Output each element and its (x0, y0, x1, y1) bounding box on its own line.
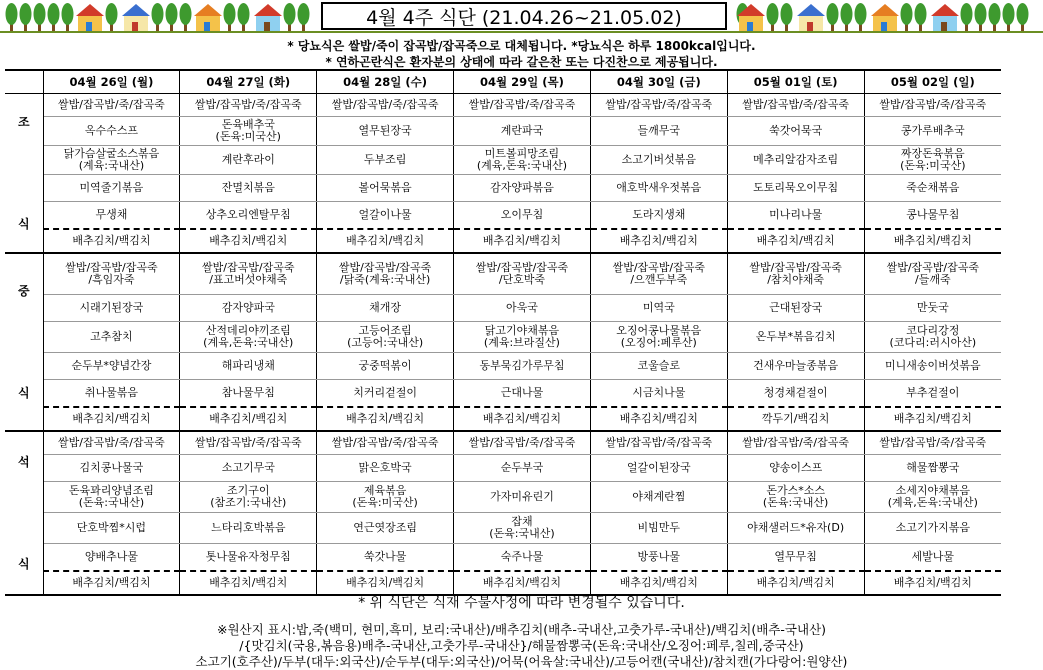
dish-text: 오징어콩나물볶음 (오징어:페루산) (616, 324, 702, 349)
staple-text: 쌀밥/잡곡밥/죽/잡곡죽 (331, 98, 439, 111)
menu-cell (317, 455, 454, 482)
dish-text: 도라지생채 (632, 208, 686, 221)
menu-cell (317, 117, 454, 146)
menu-cell (43, 175, 180, 202)
dish-text: 만둣국 (916, 301, 949, 314)
kimchi-text: 배추김치/백김치 (209, 234, 288, 247)
menu-cell (43, 229, 180, 253)
kimchi-text: 배추김치/백김치 (209, 412, 288, 425)
kimchi-text: 배추김치/백김치 (346, 412, 425, 425)
dish-text: 산적데리야끼조림 (계육,돈육:국내산) (203, 324, 294, 349)
header-banner (0, 0, 1043, 36)
dish-text: 방풍나물 (637, 550, 681, 563)
menu-row (5, 202, 1001, 230)
staple-text: 쌀밥/잡곡밥/죽/잡곡죽 (194, 436, 302, 449)
dish-text: 연근엿장조림 (353, 521, 417, 534)
dish-text: 열무된장국 (358, 124, 412, 137)
menu-cell (43, 117, 180, 146)
menu-cell (454, 295, 591, 322)
menu-cell (727, 175, 864, 202)
menu-cell (180, 253, 317, 295)
staple-text: 쌀밥/잡곡밥/잡곡죽 /닭죽(계육:국내산) (338, 261, 432, 286)
kimchi-text: 배추김치/백김치 (209, 576, 288, 589)
dish-text: 고추참치 (90, 330, 133, 343)
day-header: 04월 26일 (월) (43, 70, 180, 94)
dish-text: 오이무침 (500, 208, 544, 221)
menu-row (5, 431, 1001, 455)
menu-cell (180, 175, 317, 202)
dish-text: 느타리호박볶음 (211, 521, 286, 534)
menu-cell (454, 202, 591, 230)
menu-cell (317, 295, 454, 322)
kimchi-text: 배추김치/백김치 (72, 234, 151, 247)
menu-cell (590, 431, 727, 455)
menu-cell (317, 431, 454, 455)
menu-cell (180, 482, 317, 513)
village-decoration-icon (735, 2, 1039, 32)
meal-label (5, 94, 43, 254)
menu-cell (864, 117, 1001, 146)
menu-cell (317, 146, 454, 175)
staple-text: 쌀밥/잡곡밥/잡곡죽 /들깨죽 (886, 261, 979, 286)
menu-cell (180, 229, 317, 253)
day-header: 05월 02일 (일) (864, 70, 1001, 94)
dish-text: 열무무침 (774, 550, 817, 563)
menu-cell (864, 431, 1001, 455)
kimchi-text: 배추김치/백김치 (482, 234, 561, 247)
menu-cell (864, 253, 1001, 295)
page-title: 4월 4주 식단 (21.04.26~21.05.02) (321, 2, 727, 30)
day-header: 04월 27일 (화) (180, 70, 317, 94)
dish-text: 소세지야채볶음 (계육,돈육:국내산) (887, 484, 978, 509)
dish-text: 돈육배추국 (돈육:미국산) (215, 118, 281, 143)
menu-cell (43, 513, 180, 544)
kimchi-text: 배추김치/백김치 (482, 576, 561, 589)
menu-cell (180, 322, 317, 353)
menu-row (5, 229, 1001, 253)
staple-text: 쌀밥/잡곡밥/죽/잡곡죽 (58, 436, 165, 449)
dish-text: 건새우마늘종볶음 (753, 359, 839, 372)
menu-cell (180, 295, 317, 322)
menu-cell (727, 380, 864, 408)
menu-cell (43, 322, 180, 353)
dish-text: 양배추나물 (84, 550, 138, 563)
dish-text: 콩가루배추국 (900, 124, 965, 137)
menu-cell (727, 353, 864, 380)
menu-cell (590, 94, 727, 117)
dish-text: 양송이스프 (769, 461, 823, 474)
dish-text: 죽순채볶음 (906, 181, 960, 194)
menu-cell (180, 380, 317, 408)
dish-text: 제육볶음 (돈육:미국산) (352, 484, 418, 509)
menu-cell (864, 94, 1001, 117)
menu-cell (454, 353, 591, 380)
origin-line: ※원산지 표시:밥,죽(백미, 현미,흑미, 보리:국내산)/배추김치(배추-국내산,고춧가루-국내산)/백김치(배추-국내산) (216, 622, 827, 637)
menu-cell (43, 253, 180, 295)
dish-text: 취나물볶음 (84, 386, 138, 399)
menu-row (5, 117, 1001, 146)
menu-cell (590, 295, 727, 322)
menu-cell (727, 117, 864, 146)
dish-text: 얼갈이나물 (358, 208, 412, 221)
menu-cell (727, 229, 864, 253)
kimchi-text: 배추김치/백김치 (619, 412, 698, 425)
menu-cell (864, 513, 1001, 544)
dish-text: 비빔만두 (637, 521, 681, 534)
menu-cell (864, 322, 1001, 353)
menu-cell (43, 146, 180, 175)
dish-text: 소고기버섯볶음 (621, 153, 696, 166)
menu-cell (180, 146, 317, 175)
kimchi-text: 배추김치/백김치 (893, 412, 972, 425)
kimchi-text: 배추김치/백김치 (756, 576, 835, 589)
menu-cell (317, 202, 454, 230)
menu-cell (454, 513, 591, 544)
menu-row (5, 295, 1001, 322)
dish-text: 미니새송이버섯볶음 (884, 359, 981, 372)
menu-cell (590, 175, 727, 202)
menu-cell (43, 431, 180, 455)
menu-cell (454, 229, 591, 253)
dish-text: 단호박찜*시럽 (76, 521, 147, 534)
dish-text: 옥수수스프 (84, 124, 138, 137)
dish-text: 치커리겉절이 (353, 386, 417, 399)
menu-cell (43, 482, 180, 513)
menu-cell (180, 544, 317, 572)
menu-cell (590, 117, 727, 146)
menu-cell (454, 253, 591, 295)
staple-text: 쌀밥/잡곡밥/죽/잡곡죽 (605, 98, 713, 111)
dish-text: 참나물무침 (221, 386, 275, 399)
weekly-menu-table (5, 69, 1001, 596)
kimchi-text: 배추김치/백김치 (346, 576, 425, 589)
staple-text: 쌀밥/잡곡밥/잡곡죽 /단호박죽 (475, 261, 569, 286)
dish-text: 맑은호박국 (358, 461, 412, 474)
staple-text: 쌀밥/잡곡밥/죽/잡곡죽 (194, 98, 302, 111)
dish-text: 상추오리엔탈무침 (205, 208, 291, 221)
ground-line (0, 31, 1043, 33)
menu-row (5, 253, 1001, 295)
menu-cell (317, 407, 454, 431)
kimchi-text: 배추김치/백김치 (72, 576, 151, 589)
meal-label-char: 식 (17, 386, 30, 400)
meal-label-char: 조 (17, 115, 30, 129)
menu-cell (317, 482, 454, 513)
dish-text: 청경채겉절이 (763, 386, 828, 399)
dish-text: 동부묵김가루무침 (479, 359, 565, 372)
dish-text: 야채샐러드*유자(D) (747, 521, 845, 534)
dish-text: 코다리강정 (코다리:러시아산) (889, 324, 977, 349)
dish-text: 두부조림 (363, 153, 407, 166)
staple-text: 쌀밥/잡곡밥/잡곡죽 /흑임자죽 (65, 261, 158, 286)
staple-text: 쌀밥/잡곡밥/죽/잡곡죽 (468, 436, 576, 449)
menu-cell (590, 146, 727, 175)
dish-text: 해파리냉채 (221, 359, 275, 372)
menu-cell (454, 322, 591, 353)
day-header: 05월 01일 (토) (727, 70, 864, 94)
menu-row (5, 175, 1001, 202)
meal-label-char: 식 (17, 217, 30, 231)
menu-row (5, 455, 1001, 482)
staple-text: 쌀밥/잡곡밥/죽/잡곡죽 (742, 436, 850, 449)
menu-row (5, 544, 1001, 572)
staple-text: 쌀밥/잡곡밥/죽/잡곡죽 (879, 98, 987, 111)
menu-row (5, 353, 1001, 380)
diabetic-note: * 당뇨식은 쌀밥/죽이 잡곡밥/잡곡죽으로 대체됩니다. *당뇨식은 하루 1800kcal입니다. (287, 39, 756, 53)
menu-row (5, 322, 1001, 353)
meal-label-char: 중 (17, 284, 30, 298)
menu-cell (454, 455, 591, 482)
dish-text: 무생채 (95, 208, 128, 221)
menu-cell (317, 380, 454, 408)
kimchi-text: 배추김치/백김치 (482, 412, 561, 425)
meal-label (5, 253, 43, 431)
dish-text: 들깨무국 (637, 124, 681, 137)
menu-cell (727, 295, 864, 322)
dish-text: 근대된장국 (769, 301, 823, 314)
dish-text: 도토리묵오이무침 (753, 181, 839, 194)
menu-cell (727, 322, 864, 353)
menu-cell (43, 94, 180, 117)
menu-cell (180, 407, 317, 431)
menu-cell (864, 295, 1001, 322)
menu-cell (317, 322, 454, 353)
menu-cell (727, 482, 864, 513)
menu-cell (590, 544, 727, 572)
menu-cell (43, 544, 180, 572)
menu-cell (727, 544, 864, 572)
menu-cell (590, 380, 727, 408)
menu-cell (454, 431, 591, 455)
origin-line: 소고기(호주산)/두부(대두:외국산)/순두부(대두:외국산)/어묵(어육살:국내산)/고등어캔(국내산)/참치캔(가다랑어:원양산) (195, 654, 848, 669)
menu-cell (727, 253, 864, 295)
menu-cell (727, 146, 864, 175)
menu-cell (864, 175, 1001, 202)
menu-cell (43, 407, 180, 431)
menu-cell (454, 380, 591, 408)
menu-cell (864, 482, 1001, 513)
menu-cell (180, 513, 317, 544)
dish-text: 톳나물유자청무침 (205, 550, 291, 563)
menu-cell (43, 353, 180, 380)
menu-cell (180, 202, 317, 230)
menu-row (5, 407, 1001, 431)
dish-text: 계란파국 (500, 124, 544, 137)
menu-cell (317, 353, 454, 380)
menu-row (5, 380, 1001, 408)
menu-cell (727, 455, 864, 482)
menu-cell (727, 431, 864, 455)
kimchi-text: 배추김치/백김치 (619, 234, 698, 247)
menu-cell (727, 94, 864, 117)
menu-cell (43, 202, 180, 230)
dish-text: 김치콩나물국 (79, 461, 144, 474)
menu-cell (454, 94, 591, 117)
menu-cell (590, 253, 727, 295)
dish-text: 짜장돈육볶음 (돈육:미국산) (900, 147, 966, 172)
menu-cell (864, 455, 1001, 482)
dish-text: 미트볼피망조림 (계육,돈육:국내산) (476, 147, 568, 172)
staple-text: 쌀밥/잡곡밥/죽/잡곡죽 (58, 98, 165, 111)
staple-text: 쌀밥/잡곡밥/잡곡죽 /표고버섯야채죽 (202, 261, 295, 286)
menu-cell (864, 353, 1001, 380)
menu-cell (454, 482, 591, 513)
menu-cell (590, 513, 727, 544)
dish-text: 소고기무국 (221, 461, 275, 474)
dish-text: 채개장 (369, 301, 402, 314)
dish-text: 소고기가지볶음 (895, 521, 970, 534)
dish-text: 궁중떡볶이 (358, 359, 412, 372)
kimchi-text: 배추김치/백김치 (72, 412, 151, 425)
dish-text: 온두부*볶음김치 (755, 330, 836, 343)
kimchi-text: 깍두기/백김치 (761, 412, 830, 425)
kimchi-text: 배추김치/백김치 (893, 576, 972, 589)
dish-text: 돈가스*소스 (돈육:국내산) (762, 484, 829, 509)
staple-text: 쌀밥/잡곡밥/잡곡죽 /으깬두부죽 (612, 261, 705, 286)
dish-text: 야채계란찜 (632, 490, 686, 503)
dish-text: 근대나물 (500, 386, 544, 399)
menu-cell (590, 353, 727, 380)
village-decoration-icon (4, 2, 314, 32)
dish-text: 쑥갓어묵국 (769, 124, 823, 137)
menu-cell (454, 544, 591, 572)
dish-text: 메추리알감자조림 (753, 153, 839, 166)
menu-cell (317, 513, 454, 544)
dish-text: 미나리나물 (769, 208, 823, 221)
menu-cell (180, 455, 317, 482)
menu-cell (180, 431, 317, 455)
menu-cell (864, 229, 1001, 253)
dish-text: 쑥갓나물 (363, 550, 407, 563)
meal-label-char: 식 (17, 557, 30, 571)
dish-text: 감자양파볶음 (490, 181, 554, 194)
menu-row (5, 482, 1001, 513)
dish-text: 고등어조림 (고등어:국내산) (347, 324, 424, 349)
menu-cell (180, 353, 317, 380)
menu-cell (454, 407, 591, 431)
menu-cell (727, 513, 864, 544)
menu-row (5, 513, 1001, 544)
day-header: 04월 30일 (금) (590, 70, 727, 94)
menu-cell (43, 380, 180, 408)
dish-text: 코울슬로 (637, 359, 681, 372)
menu-cell (590, 322, 727, 353)
dish-text: 얼갈이된장국 (626, 461, 691, 474)
menu-cell (43, 455, 180, 482)
staple-text: 쌀밥/잡곡밥/죽/잡곡죽 (331, 436, 439, 449)
menu-cell (454, 146, 591, 175)
menu-cell (317, 253, 454, 295)
menu-cell (180, 117, 317, 146)
dish-text: 순두부*양념간장 (71, 359, 152, 372)
corner-cell (5, 70, 43, 94)
staple-text: 쌀밥/잡곡밥/죽/잡곡죽 (605, 436, 713, 449)
menu-cell (590, 202, 727, 230)
menu-cell (454, 175, 591, 202)
dish-text: 조기구이 (참조기:국내산) (210, 484, 287, 509)
dish-text: 가자미유린기 (490, 490, 554, 503)
menu-cell (590, 229, 727, 253)
staple-text: 쌀밥/잡곡밥/죽/잡곡죽 (468, 98, 576, 111)
menu-cell (864, 146, 1001, 175)
menu-cell (317, 544, 454, 572)
menu-cell (590, 482, 727, 513)
dish-text: 계란후라이 (221, 153, 275, 166)
day-header: 04월 28일 (수) (317, 70, 454, 94)
menu-cell (590, 407, 727, 431)
dish-text: 돈육꽈리양념조림 (돈육:국내산) (68, 484, 154, 509)
kimchi-text: 배추김치/백김치 (346, 234, 425, 247)
dysphagia-note: * 연하곤란식은 환자분의 상태에 따라 갈은찬 또는 다진찬으로 제공됩니다. (325, 55, 718, 69)
dish-text: 미역줄기볶음 (79, 181, 144, 194)
menu-cell (590, 455, 727, 482)
change-notice: * 위 식단은 식재 수불사정에 따라 변경될수 있습니다. (358, 595, 685, 611)
dish-text: 콩나물무침 (906, 208, 960, 221)
dish-text: 애호박새우젓볶음 (616, 181, 702, 194)
day-header-row (5, 70, 1001, 94)
dish-text: 잡채 (돈육:국내산) (489, 515, 555, 540)
dish-text: 시금치나물 (632, 386, 686, 399)
dish-text: 잔멸치볶음 (221, 181, 275, 194)
menu-cell (180, 94, 317, 117)
staple-text: 쌀밥/잡곡밥/죽/잡곡죽 (742, 98, 850, 111)
menu-cell (864, 544, 1001, 572)
meal-label (5, 431, 43, 595)
menu-cell (727, 202, 864, 230)
menu-cell (864, 202, 1001, 230)
dish-text: 닭고기야채볶음 (계육:브라질산) (483, 324, 560, 349)
dish-text: 미역국 (642, 301, 675, 314)
day-header: 04월 29일 (목) (454, 70, 591, 94)
menu-cell (454, 117, 591, 146)
origin-line: /{맛김치(국용,볶음용)배추-국내산,고춧가루-국내산}/해물짬뽕국(돈육:국내산/오징어:페루,칠레,중국산) (239, 638, 804, 653)
kimchi-text: 배추김치/백김치 (893, 234, 972, 247)
kimchi-text: 배추김치/백김치 (756, 234, 835, 247)
menu-cell (317, 229, 454, 253)
staple-text: 쌀밥/잡곡밥/죽/잡곡죽 (879, 436, 987, 449)
dish-text: 숙주나물 (500, 550, 544, 563)
menu-cell (727, 407, 864, 431)
menu-cell (317, 175, 454, 202)
dish-text: 닭가슴살굴소스볶음 (계육:국내산) (63, 147, 160, 172)
menu-cell (317, 94, 454, 117)
dish-text: 아욱국 (506, 301, 538, 314)
dish-text: 시래기된장국 (79, 301, 144, 314)
staple-text: 쌀밥/잡곡밥/잡곡죽 /참치야채죽 (749, 261, 842, 286)
dish-text: 볼어묵볶음 (358, 181, 412, 194)
dish-text: 세발나물 (911, 550, 955, 563)
meal-label-char: 석 (17, 455, 30, 469)
menu-cell (43, 295, 180, 322)
dish-text: 순두부국 (500, 461, 544, 474)
kimchi-text: 배추김치/백김치 (619, 576, 698, 589)
menu-row (5, 94, 1001, 117)
menu-cell (864, 380, 1001, 408)
dish-text: 해물짬뽕국 (906, 461, 960, 474)
menu-cell (864, 407, 1001, 431)
dish-text: 감자양파국 (221, 301, 275, 314)
dish-text: 부추겉절이 (906, 386, 960, 399)
menu-row (5, 146, 1001, 175)
